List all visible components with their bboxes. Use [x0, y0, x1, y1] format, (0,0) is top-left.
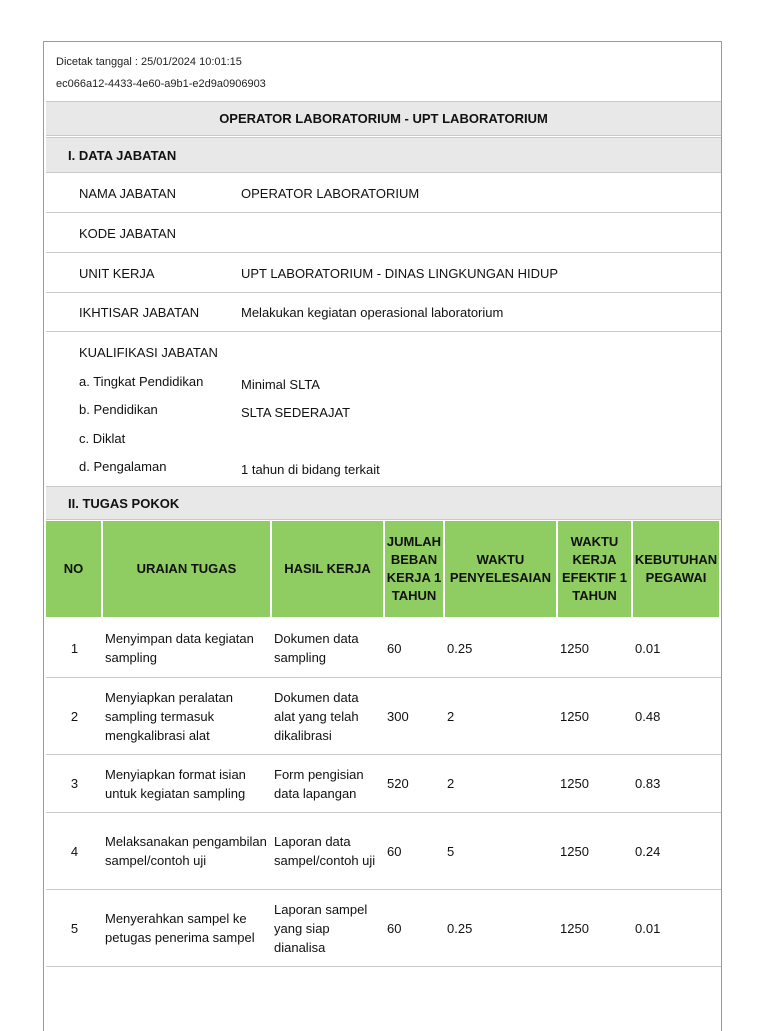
- cell-kebutuhan: 0.48: [633, 678, 721, 755]
- table-row: [46, 890, 721, 967]
- field-label: NAMA JABATAN: [79, 186, 177, 201]
- cell-waktu: 0.25: [445, 619, 558, 678]
- qualification-value: 1 tahun di bidang terkait: [241, 462, 380, 477]
- qualification-label: a. Tingkat Pendidikan: [79, 374, 204, 389]
- cell-efektif: 1250: [558, 678, 633, 755]
- cell-hasil: Laporan sampel yang siap dianalisa: [272, 890, 385, 967]
- table-row: [46, 813, 721, 890]
- cell-kebutuhan: 0.01: [633, 890, 721, 967]
- cell-kebutuhan: 0.01: [633, 619, 721, 678]
- qualification-label: d. Pengalaman: [79, 459, 167, 474]
- qualification-label: c. Diklat: [79, 431, 126, 446]
- document-sheet: [43, 41, 722, 1031]
- field-kode-jabatan: [46, 213, 721, 253]
- cell-jumlah: 520: [385, 755, 445, 813]
- document-id: ec066a12-4433-4e60-a9b1-e2d9a0906903: [56, 78, 266, 90]
- column-header-uraian: URAIAN TUGAS: [103, 521, 272, 619]
- cell-uraian: Menyimpan data kegiatan sampling: [103, 619, 272, 678]
- column-header-waktu: WAKTU PENYELESAIAN: [445, 521, 558, 619]
- cell-hasil: Dokumen data sampling: [272, 619, 385, 678]
- column-header-no: NO: [46, 521, 103, 619]
- cell-jumlah: 60: [385, 813, 445, 890]
- field-value: Melakukan kegiatan operasional laboratorium: [241, 305, 504, 320]
- cell-efektif: 1250: [558, 755, 633, 813]
- column-header-efektif: WAKTU KERJA EFEKTIF 1 TAHUN: [558, 521, 633, 619]
- field-nama-jabatan: [46, 173, 721, 213]
- cell-no: 1: [46, 619, 103, 678]
- cell-hasil: Dokumen data alat yang telah dikalibrasi: [272, 678, 385, 755]
- field-value: OPERATOR LABORATORIUM: [241, 186, 420, 201]
- cell-efektif: 1250: [558, 619, 633, 678]
- column-header-kebutuhan: KEBUTUHAN PEGAWAI: [633, 521, 721, 619]
- cell-hasil: Form pengisian data lapangan: [272, 755, 385, 813]
- cell-uraian: Melaksanakan pengambilan sampel/contoh uji: [103, 813, 272, 890]
- field-label: KODE JABATAN: [79, 226, 177, 241]
- cell-no: 2: [46, 678, 103, 755]
- document-title: OPERATOR LABORATORIUM - UPT LABORATORIUM: [46, 101, 721, 136]
- cell-no: 5: [46, 890, 103, 967]
- cell-uraian: Menyiapkan format isian untuk kegiatan sampling: [103, 755, 272, 813]
- field-label: KUALIFIKASI JABATAN: [79, 345, 218, 360]
- cell-no: 4: [46, 813, 103, 890]
- table-row: [46, 755, 721, 813]
- cell-kebutuhan: 0.24: [633, 813, 721, 890]
- cell-uraian: Menyerahkan sampel ke petugas penerima sampel: [103, 890, 272, 967]
- table-row: [46, 619, 721, 678]
- section-heading-data-jabatan: I. DATA JABATAN: [46, 137, 721, 173]
- cell-uraian: Menyiapkan peralatan sampling termasuk mengkalibrasi alat: [103, 678, 272, 755]
- cell-jumlah: 60: [385, 619, 445, 678]
- field-kualifikasi-jabatan: [46, 332, 721, 486]
- cell-waktu: 2: [445, 755, 558, 813]
- column-header-hasil: HASIL KERJA: [272, 521, 385, 619]
- cell-efektif: 1250: [558, 813, 633, 890]
- cell-waktu: 0.25: [445, 890, 558, 967]
- field-ikhtisar-jabatan: [46, 293, 721, 332]
- cell-waktu: 2: [445, 678, 558, 755]
- table-header-row: [46, 521, 721, 619]
- cell-waktu: 5: [445, 813, 558, 890]
- field-unit-kerja: [46, 253, 721, 293]
- cell-hasil: Laporan data sampel/contoh uji: [272, 813, 385, 890]
- section-heading-tugas-pokok: II. TUGAS POKOK: [46, 486, 721, 520]
- table-row: [46, 678, 721, 755]
- cell-no: 3: [46, 755, 103, 813]
- print-timestamp: Dicetak tanggal : 25/01/2024 10:01:15: [56, 56, 242, 68]
- qualification-label: b. Pendidikan: [79, 402, 158, 417]
- tasks-table: [46, 521, 721, 967]
- field-label: IKHTISAR JABATAN: [79, 305, 200, 320]
- cell-kebutuhan: 0.83: [633, 755, 721, 813]
- field-label: UNIT KERJA: [79, 266, 155, 281]
- cell-jumlah: 60: [385, 890, 445, 967]
- field-value: UPT LABORATORIUM - DINAS LINGKUNGAN HIDUP: [241, 266, 559, 281]
- cell-jumlah: 300: [385, 678, 445, 755]
- qualification-value: SLTA SEDERAJAT: [241, 405, 351, 420]
- qualification-value: Minimal SLTA: [241, 377, 320, 392]
- column-header-jumlah: JUMLAH BEBAN KERJA 1 TAHUN: [385, 521, 445, 619]
- cell-efektif: 1250: [558, 890, 633, 967]
